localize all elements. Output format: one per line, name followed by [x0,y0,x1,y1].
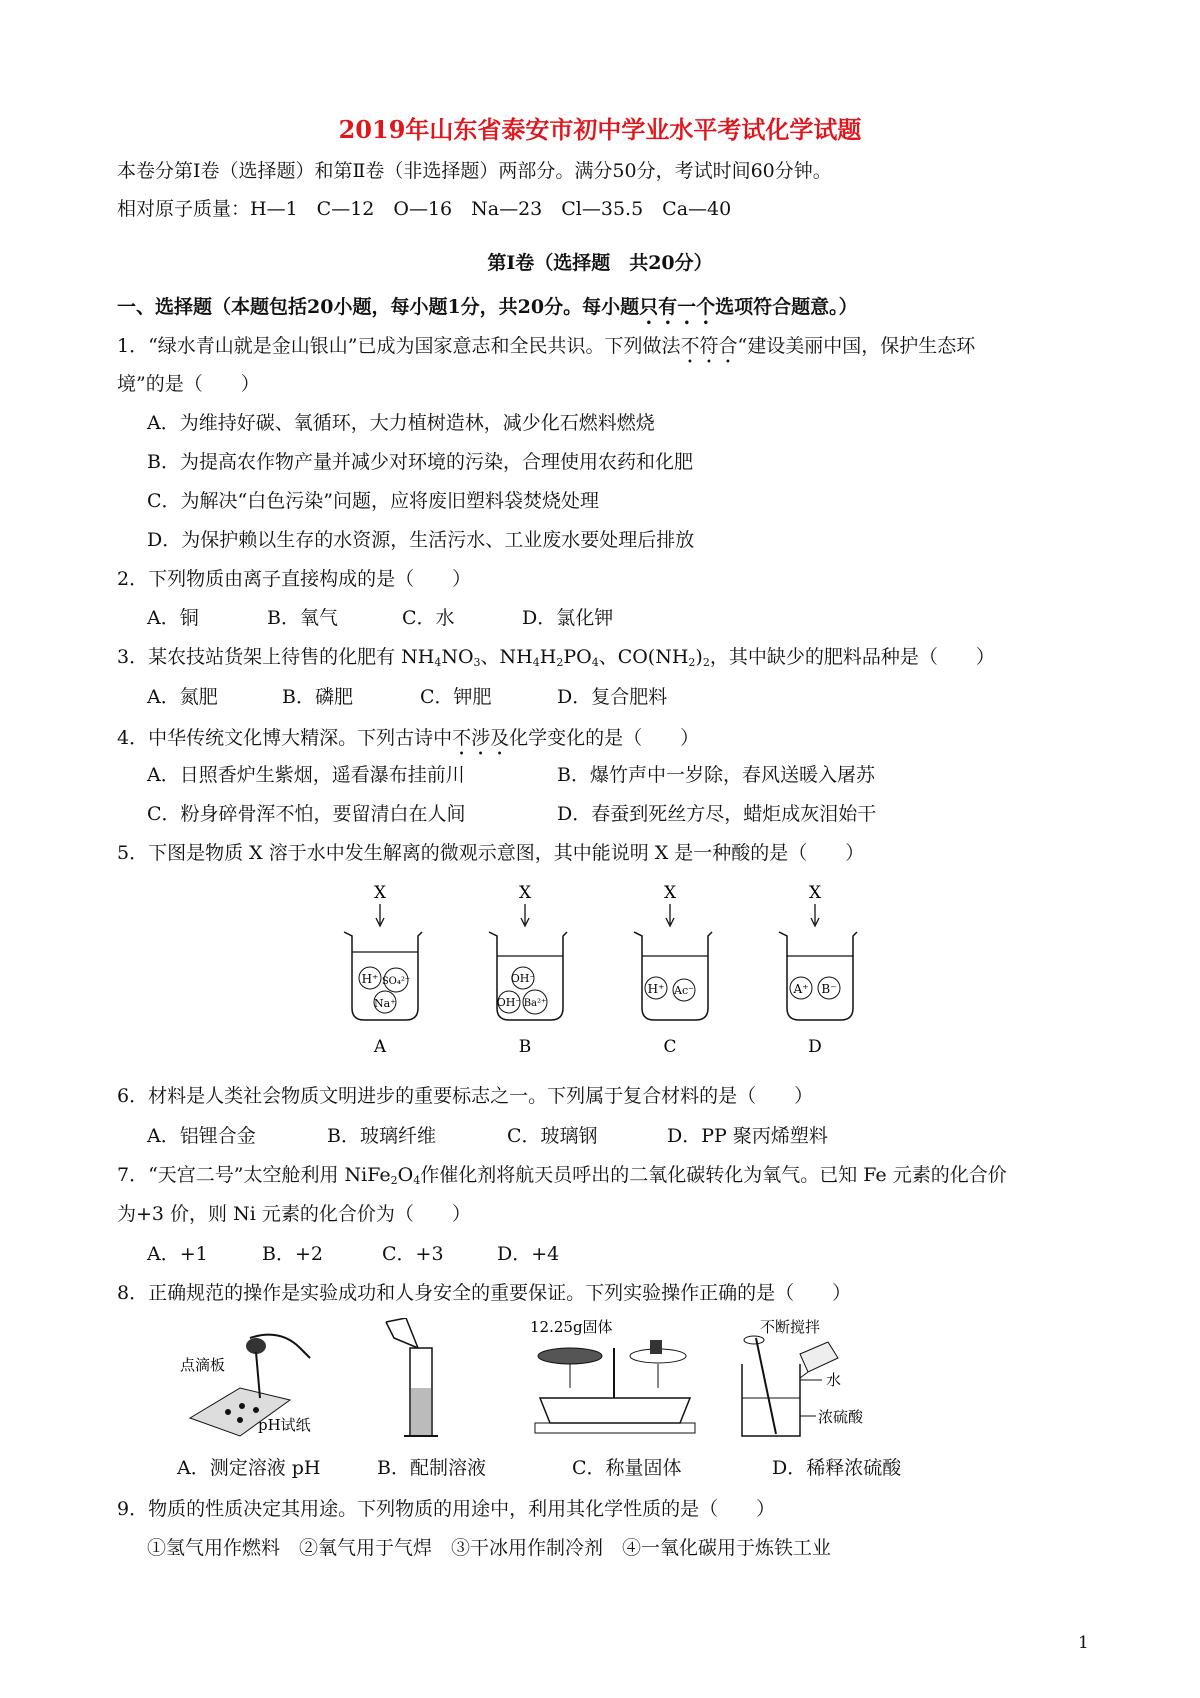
q1-option-a: A．为维持好碳、氧循环，大力植树造林，减少化石燃料燃烧 [147,412,655,434]
q3-text: 、NH [480,646,533,668]
beaker-b-x-label: X [518,883,532,903]
q3-text: ) [695,646,703,668]
q4-option-c: C．粉身碎骨浑不怕，要留清白在人间 [147,803,466,825]
q8-option-b: B．配制溶液 [377,1457,486,1479]
ph-paper-label: pH试纸 [258,1416,311,1434]
q3-sub: 2 [702,656,710,669]
acid-label: 浓硫酸 [818,1408,864,1426]
beaker-d-label: D [808,1037,822,1057]
q3-text: PO [563,646,592,668]
question-7-stem [117,1166,1007,1186]
q7-option-b: B．+2 [262,1243,323,1265]
exam-intro: 本卷分第Ⅰ卷（选择题）和第Ⅱ卷（非选择题）两部分。满分50分，考试时间60分钟。 [117,160,832,182]
q7-text: 作催化剂将航天员呼出的二氧化碳转化为氧气。已知 Fe 元素的化合价 [420,1164,1007,1186]
stir-label: 不断搅拌 [760,1318,821,1336]
question-1-stem-line2: 境”的是（ ） [117,373,260,395]
q1-stem-text: 1．“绿水青山就是金山银山”已成为国家意志和全民共识。下列做法 [117,335,681,357]
q6-option-b: B．玻璃纤维 [327,1125,436,1147]
beaker-d [779,883,857,1057]
q3-option-c: C．钾肥 [420,686,492,708]
q7-text: 7．“天宫二号”太空舱利用 NiFe [117,1164,391,1186]
ion-label: OH⁻ [510,972,536,985]
ion-label: H⁺ [647,982,665,996]
part-heading-text: 一、选择题（本题包括20小题，每小题1分，共20分。每小题 [117,296,640,318]
q3-sub: 4 [591,656,599,669]
q9-items: ①氢气用作燃料 ②氧气用于气焊 ③干冰用作制冷剂 ④一氧化碳用于炼铁工业 [147,1537,832,1559]
q3-sub: 2 [688,656,696,669]
question-9-stem: 9．物质的性质决定其用途。下列物质的用途中，利用其化学性质的是（ ） [117,1498,776,1520]
q4-stem-text-end: 化学变化的是（ ） [509,727,700,749]
q3-option-b: B．磷肥 [282,686,353,708]
q7-sub: 4 [413,1174,421,1187]
beaker-a-label: A [373,1037,387,1057]
graduated-cylinder-illustration [386,1318,438,1436]
q6-option-a: A．铝锂合金 [147,1125,256,1147]
q8-option-d: D．稀释浓硫酸 [772,1457,902,1479]
question-7-stem-line2: 为+3 价，则 Ni 元素的化合价为（ ） [117,1203,471,1225]
solid-mass-label: 12.25g固体 [530,1318,613,1336]
q3-text: 、CO(NH [598,646,689,668]
question-5-stem: 5．下图是物质 X 溶于水中发生解离的微观示意图，其中能说明 X 是一种酸的是（ ） [117,842,865,864]
q1-option-b: B．为提高农作物产量并减少对环境的污染，合理使用农药和化肥 [147,451,693,473]
q3-text: 3．某农技站货架上待售的化肥有 NH [117,646,435,668]
water-label: 水 [826,1371,842,1389]
ion-label: Na⁺ [374,997,396,1010]
part-heading-text-end: 选项符合题意。） [715,296,858,318]
beaker-c-label: C [663,1037,677,1057]
lab-operations-figure [170,1318,950,1448]
q8-option-a: A．测定溶液 pH [177,1457,321,1479]
q2-option-c: C．水 [402,607,455,629]
exam-title: 2019年山东省泰安市初中学业水平考试化学试题 [338,115,862,144]
q4-stem-text: 4．中华传统文化博大精深。下列古诗中 [117,727,453,749]
q4-option-a: A．日照香炉生紫烟，遥看瀑布挂前川 [147,764,465,786]
ion-label: Ba²⁺ [523,998,547,1009]
beaker-d-x-label: X [808,883,822,903]
q3-text: NO [441,646,474,668]
beaker-b [489,883,567,1057]
q1-option-c: C．为解决“白色污染”问题，应将废旧塑料袋焚烧处理 [147,490,599,512]
q7-text: O [397,1164,414,1186]
question-8-stem: 8．正确规范的操作是实验成功和人身安全的重要保证。下列实验操作正确的是（ ） [117,1282,852,1304]
q3-text: ，其中缺少的肥料品种是（ ） [709,646,995,668]
q3-option-a: A．氮肥 [147,686,218,708]
q4-option-b: B．爆竹声中一岁除，春风送暖入屠苏 [557,764,875,786]
q8-option-c: C．称量固体 [572,1457,682,1479]
q1-option-d: D．为保护赖以生存的水资源，生活污水、工业废水要处理后排放 [147,529,695,551]
spot-plate-label: 点滴板 [180,1356,226,1374]
q6-option-c: C．玻璃钢 [507,1125,598,1147]
q4-option-d: D．春蚕到死丝方尽，蜡炬成灰泪始干 [557,803,877,825]
q3-sub: 2 [556,656,564,669]
beaker-c-x-label: X [663,883,677,903]
q3-sub: 3 [473,656,481,669]
question-3-stem [117,648,995,668]
beaker-a-x-label: X [373,883,387,903]
ion-label: B⁻ [821,982,837,996]
question-1-stem [117,335,975,368]
q6-option-d: D．PP 聚丙烯塑料 [667,1125,828,1147]
q3-sub: 4 [434,656,442,669]
beaker-c [634,883,712,1057]
ion-label: SO₄²⁻ [381,976,411,987]
part-heading-emphasis: 只有一个 [639,296,716,318]
page-number: 1 [1078,1633,1089,1653]
dilution-illustration [742,1318,864,1436]
beaker-a [344,883,422,1057]
atomic-mass-line: 相对原子质量：H—1 C—12 O—16 Na—23 Cl—35.5 Ca—40 [117,198,732,220]
q7-option-c: C．+3 [382,1243,444,1265]
q3-sub: 4 [532,656,540,669]
ion-label: OH⁻ [496,996,522,1009]
question-2-stem: 2．下列物质由离子直接构成的是（ ） [117,568,472,590]
ion-label: Ac⁻ [674,984,694,997]
q7-option-a: A．+1 [147,1243,208,1265]
balance-illustration [530,1318,695,1433]
section-title: 第Ⅰ卷（选择题 共20分） [487,252,713,274]
q2-option-d: D．氯化钾 [522,607,614,629]
q7-sub: 2 [390,1174,398,1187]
question-6-stem: 6．材料是人类社会物质文明进步的重要标志之一。下列属于复合材料的是（ ） [117,1085,814,1107]
q3-option-d: D．复合肥料 [557,686,668,708]
q2-option-a: A．铜 [147,607,199,629]
q2-option-b: B．氧气 [267,607,338,629]
question-4-stem [117,727,699,760]
ion-label: H⁺ [361,972,379,986]
q4-stem-emphasis: 不涉及 [452,727,510,749]
part-heading [117,296,858,329]
q3-text: H [539,646,557,668]
q1-stem-emphasis: 不符合 [680,335,738,357]
beaker-figure [340,880,880,1060]
q1-stem-text-end: “建设美丽中国，保护生态环 [737,335,976,357]
q7-option-d: D．+4 [497,1243,560,1265]
ph-test-illustration [180,1335,311,1436]
ion-label: A⁺ [793,982,809,996]
beaker-b-label: B [518,1037,532,1057]
